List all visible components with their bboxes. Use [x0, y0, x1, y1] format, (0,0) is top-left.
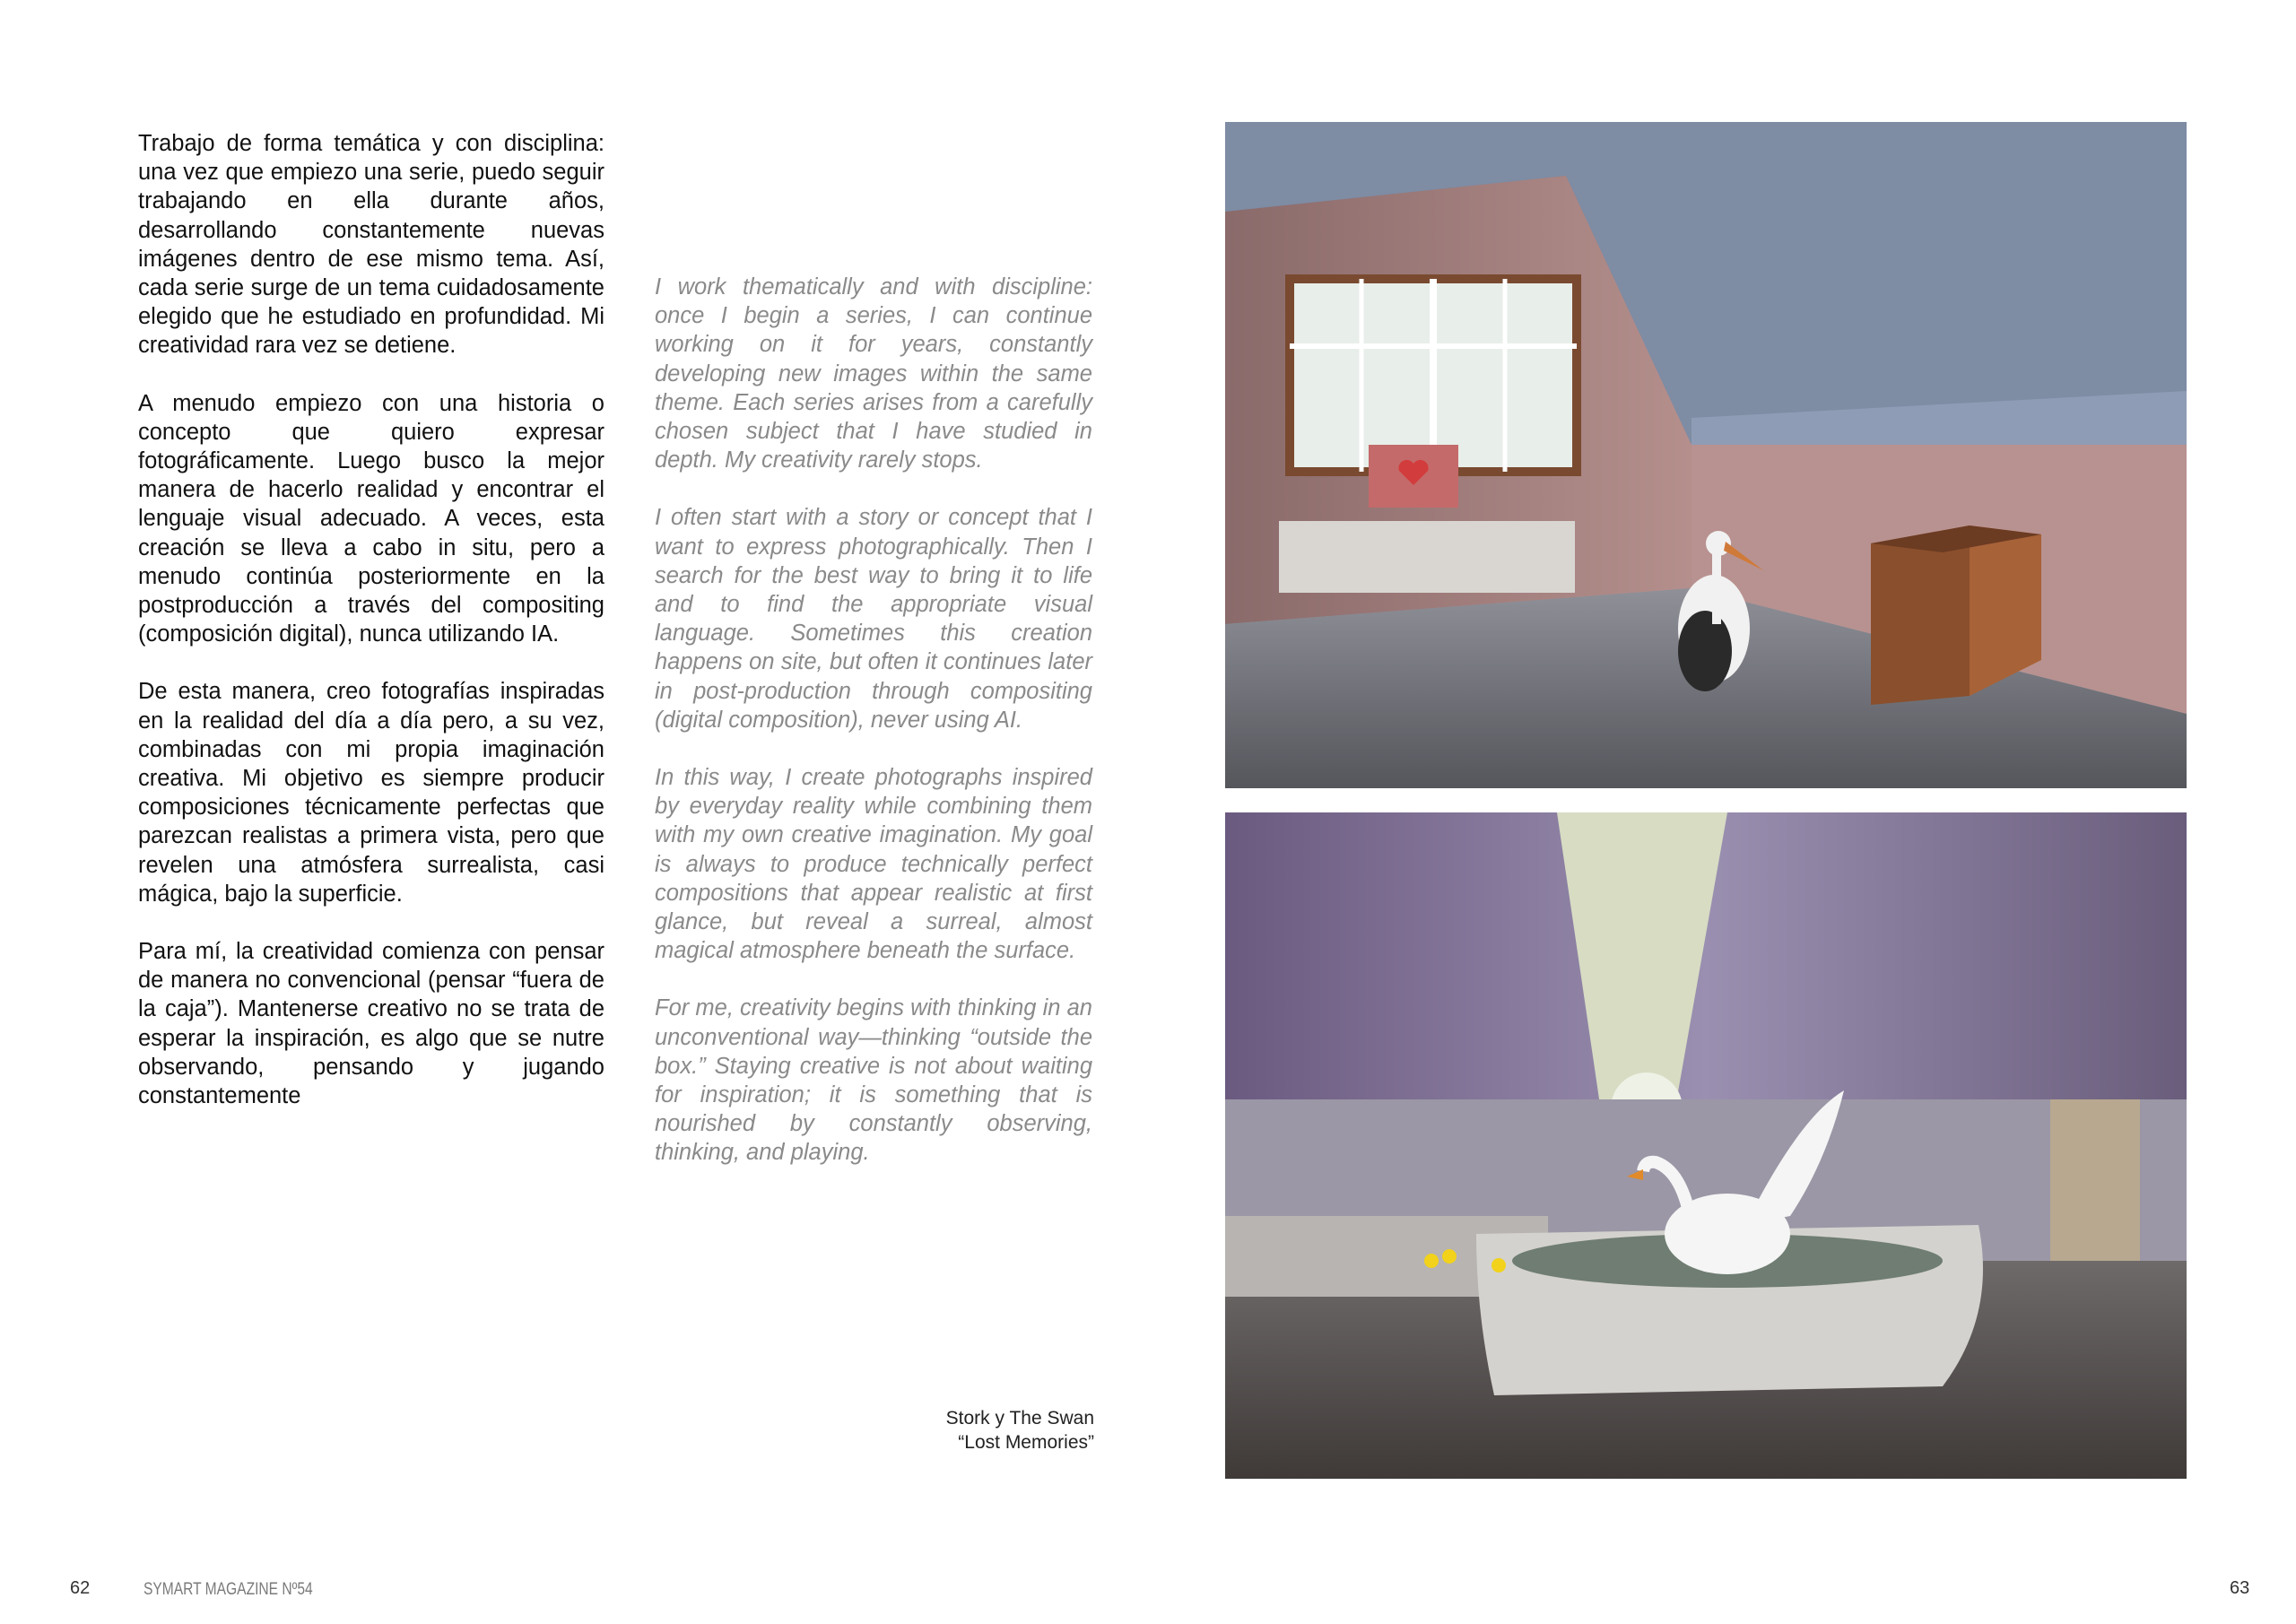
spanish-text-column — [138, 129, 604, 1139]
english-paragraph-1: I work thematically and with discipline: once I begin a series, I can continue working on it for years, constantly developing new images within the same theme. Each series arises from a carefully chosen subject that I have studied in depth. My creativity rarely stops. — [655, 274, 1092, 473]
page-number-right: 63 — [2230, 1578, 2250, 1598]
spanish-paragraph-2: A menudo empiezo con una historia o concepto que quiero expresar fotográficamente. Luego busco la mejor manera de hacerlo realidad y encontrar el lenguaje visual adecuado. A veces, esta creación se lleva a cabo in situ, pero a menudo continúa posteriormente en la postproducción a través del compositing (composición digital), nunca utilizando IA. — [138, 390, 604, 647]
swan-photo — [1225, 812, 2187, 1479]
caption-series: “Lost Memories” — [958, 1432, 1094, 1453]
caption-title: Stork y The Swan — [945, 1408, 1094, 1429]
magazine-name: SYMART MAGAZINE Nº54 — [144, 1580, 313, 1599]
english-text-column — [655, 273, 1092, 1196]
english-paragraph-3: In this way, I create photographs inspired by everyday reality while combining them with my own creative imagination. My goal is always to produce technically perfect compositions that appear realistic at first glance, but reveal a surreal, almost magical atmosphere beneath the surface. — [655, 765, 1092, 964]
english-paragraph-2: I often start with a story or concept that I want to express photographically. Then I search for the best way to bring it to life and to find the appropriate visual language. Sometimes this creation happens on site, but often it continues later in post-production through compositing (digital composition), never using AI. — [655, 505, 1092, 733]
spanish-paragraph-4: Para mí, la creatividad comienza con pensar de manera no convencional (pensar “fuera de la caja”). Mantenerse creativo no se trata de esperar la inspiración, es algo que se nutre observando, pensando y jugando constantemente — [138, 939, 604, 1109]
page-number-left: 62 — [70, 1578, 91, 1598]
spanish-paragraph-3: De esta manera, creo fotografías inspiradas en la realidad del día a día pero, a su vez, combinadas con mi propia imaginación creativa. Mi objetivo es siempre producir composiciones técnicamente perfectas que parezcan realistas a primera vista, pero que revelen una atmósfera surrealista, casi mágica, bajo la superficie. — [138, 679, 604, 907]
photo-caption — [946, 1406, 1094, 1455]
english-paragraph-4: For me, creativity begins with thinking in an unconventional way—thinking “outside the box.” Staying creative is not about waiting for inspiration; it is something that is nourished by constantly observing, thinking, and playing. — [655, 995, 1092, 1166]
stork-photo — [1225, 122, 2187, 788]
spanish-paragraph-1: Trabajo de forma temática y con disciplina: una vez que empiezo una serie, puedo seguir trabajando en ella durante años, desarrollando constantemente nuevas imágenes dentro de ese mismo tema. Así, cada serie surge de un tema cuidadosamente elegido que he estudiado en profundidad. Mi creatividad rara vez se detiene. — [138, 131, 604, 359]
